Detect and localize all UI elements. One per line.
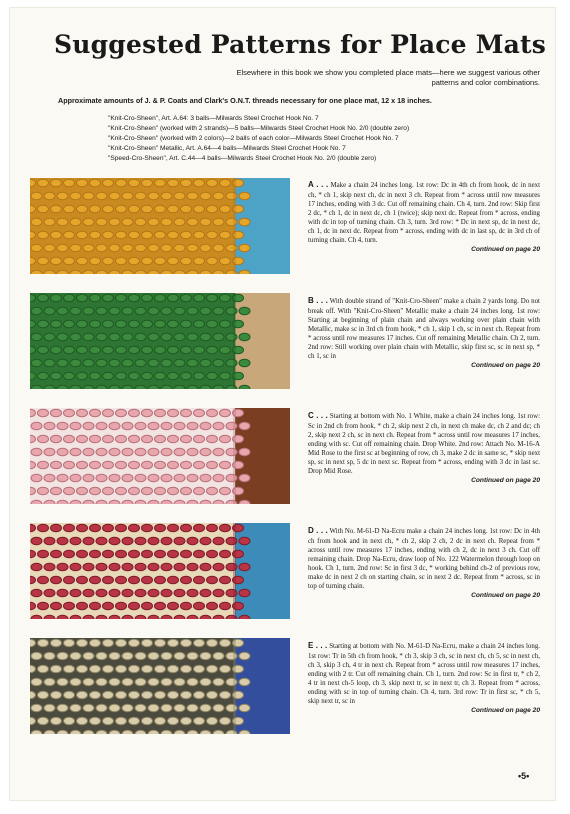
pattern-b-instructions: [308, 296, 540, 370]
crochet-swatch: [30, 408, 290, 504]
thread-list: [108, 114, 409, 163]
pattern-letter: C . . .: [308, 411, 328, 420]
swatch-b-photo: [30, 293, 290, 389]
page-sheet: [10, 8, 555, 800]
thread-item: "Knit-Cro-Sheen" (worked with 2 colors)—2 balls of each color—Milwards Steel Crochet Hook No. 7: [108, 134, 399, 142]
pattern-text: Starting at bottom with No. 1 White, make a chain 24 inches long. 1st row: Sc in 2nd ch from hook, * ch 2, skip next 2 ch, in next ch make dc, ch 2 and dc; ch 2, skip next 2 ch, sc in next ch. Repeat from * across until row measures 17 inches, ending with sc. Cut off remaining chain. Drop White. 2nd row: Attach No. M-16-A Mid Rose to the first sc at beginning of row, ch 3, make 2 dc in same sc, * skip next sp, sc in next sp, 5 dc in next sc. Repeat from * across, ending with 3 dc in last sc. Drop Mid Rose.: [308, 413, 540, 476]
pattern-text: With No. M-61-D Na-Ecru make a chain 24 inches long. 1st row: Dc in 4th ch from hook and in next ch, * ch 2, skip 2 ch, 2 dc in next ch. Repeat from * across until row measures 17 inches, ending with ch 2, dc in next 3 ch. Cut off remaining chain. Drop Na-Ecru, draw loop of No. 122 Watermelon through loop on hook. Ch 1, turn. 2nd row: Sc in first 3 dc, * working behind ch-2 of previous row, make dc in next 2 ch on starting chain, sc in next 2 dc. Repeat from * across, sc in top of turning chain.: [308, 528, 540, 591]
thread-item: "Speed-Cro-Sheen", Art. C.44—4 balls—Milwards Steel Crochet Hook No. 2/0 (double zero): [108, 154, 377, 162]
pattern-c-instructions: [308, 411, 540, 485]
crochet-swatch: [30, 638, 290, 734]
intro-text: Elsewhere in this book we show you completed place mats—here we suggest various other patterns and color combinations.: [236, 68, 540, 88]
pattern-letter: A . . .: [308, 180, 329, 189]
pattern-e-instructions: [308, 641, 540, 715]
continued-note: Continued on page 20: [471, 476, 540, 484]
swatch-e-photo: [30, 638, 290, 734]
crochet-swatch: [30, 178, 290, 274]
pattern-a-instructions: [308, 180, 540, 254]
pattern-letter: B . . .: [308, 296, 328, 305]
continued-note: Continued on page 20: [471, 706, 540, 714]
swatch-a-photo: [30, 178, 290, 274]
page-number: •5•: [518, 771, 530, 781]
continued-note: Continued on page 20: [471, 245, 540, 253]
pattern-letter: E . . .: [308, 641, 328, 650]
swatch-d-photo: [30, 523, 290, 619]
thread-item: "Knit-Cro-Sheen" Metallic, Art. A.64—4 balls—Milwards Steel Crochet Hook No. 7: [108, 144, 346, 152]
thread-item: "Knit-Cro-Sheen" (worked with 2 strands)—5 balls—Milwards Steel Crochet Hook No. 2/0 (double zero): [108, 124, 410, 132]
swatch-c-photo: [30, 408, 290, 504]
page-title: Suggested Patterns for Place Mats: [54, 30, 546, 59]
crochet-swatch: [30, 523, 290, 619]
continued-note: Continued on page 20: [471, 361, 540, 369]
thread-amounts-heading: Approximate amounts of J. & P. Coats and Clark's O.N.T. threads necessary for one place mat, 12 x 18 inches.: [58, 96, 432, 105]
pattern-letter: D . . .: [308, 526, 328, 535]
crochet-swatch: [30, 293, 290, 389]
pattern-text: With double strand of "Knit-Cro-Sheen" make a chain 2 yards long. Do not break off. With "Knit-Cro-Sheen" Metallic make a chain 24 inches long. 1st row: Starting at beginning of plain chain and always working over plain chain with Metallic, make sc in 3rd ch from hook, * ch 1, skip 1 ch, sc in next ch. Repeat from * across until row measures 17 inches. Cut off remaining Metallic chain. Ch 2, turn. 2nd row: Still working over plain chain with Metallic, skip first sc, sc in next sp, * ch 1, sc in: [308, 298, 540, 361]
pattern-d-instructions: [308, 526, 540, 600]
pattern-text: Make a chain 24 inches long. 1st row: Dc in 4th ch from hook, dc in next ch, * ch 1, skip next ch, dc in next 3 ch. Repeat from * across until row measures 17 inches, ending with 3 dc. Cut off remaining chain. Ch 4, turn. 2nd row: Skip first 2 dc, * ch 1, dc in next dc, ch 1 (twice); skip next dc. Repeat from * across, ending with dc in top of turning chain. Ch 3, turn. 3rd row: * Dc in next sp, dc in next dc, ch 1, dc in next dc. Repeat from * across, ending with dc in last sp, dc in 3rd ch of turning chain. Ch 4, turn.: [308, 182, 540, 245]
thread-item: "Knit-Cro-Sheen", Art. A.64: 3 balls—Milwards Steel Crochet Hook No. 7: [108, 115, 319, 122]
pattern-text: Starting at bottom with No. M-61-D Na-Ecru, make a chain 24 inches long. 1st row: Tr in 5th ch from hook, * ch 3, skip 3 ch, sc in next ch, ch 5, sc in next ch, ch 3, skip 3 ch, 4 tr in next ch. Repeat from * across until row measures 17 inches, ending with 2 tr. Cut off remaining chain. Ch 1, turn. 2nd row: Sc in first tr, * ch 2, 4 tr in next ch-5 loop, ch 3, skip next tr, sc in next tr, ch 3. Repeat from * across, ending with sc in top of turning chain. Ch 4, turn. 3rd row: Tr in first sc, * ch 5, skip next tr, sc in: [308, 643, 540, 706]
continued-note: Continued on page 20: [471, 591, 540, 599]
